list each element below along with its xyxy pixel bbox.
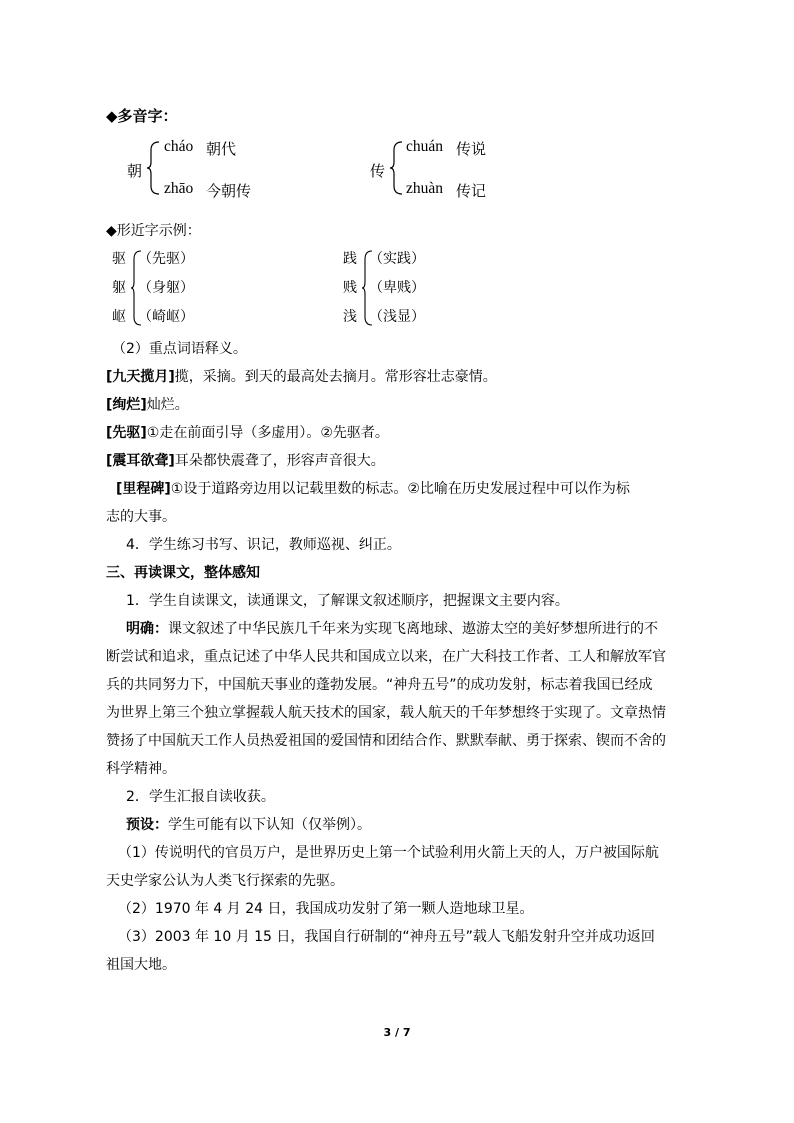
vocab-term: [里程碑] <box>116 481 171 497</box>
vocab-item <box>106 475 722 503</box>
vocab-section <box>106 335 722 979</box>
pinyin-reading: zhuàn <box>406 180 444 197</box>
similar-heading: ◆形近字示例： <box>106 223 201 239</box>
clarify-line: 断尝试和追求，重点记述了中华人民共和国成立以来，在广大科技工作者、工人和解放军官 <box>106 649 666 665</box>
vocab-item <box>106 447 722 475</box>
vocab-term: [震耳欲聋] <box>106 453 175 469</box>
step-2: 2．学生汇报自读收获。 <box>126 789 275 805</box>
polyphone-char: 朝 <box>127 162 143 180</box>
pinyin-reading: chuán <box>406 138 444 155</box>
clarify-line <box>106 615 722 643</box>
list-item-continued: 祖国大地。 <box>106 957 176 973</box>
vocab-definition: ①设于道路旁边用以记载里数的标志。②比喻在历史发展过程中可以作为标 <box>170 481 630 497</box>
polyphone-heading: ◆多音字： <box>106 107 178 125</box>
vocab-item <box>106 391 722 419</box>
preset-line <box>106 811 722 839</box>
clarify-line: 兵的共同努力下，中国航天事业的蓬勃发展。“神舟五号”的成功发射，标志着我国已经成 <box>106 677 653 693</box>
list-item: （1）传说明代的官员万户，是世界历史上第一个试验利用火箭上天的人，万户被国际航 <box>118 845 659 861</box>
preset-text: 学生可能有以下认知（仅举例）。 <box>168 817 371 833</box>
list-item: （2）1970 年 4 月 24 日，我国成功发射了第一颗人造地球卫星。 <box>118 901 534 917</box>
vocab-definition-continued: 志的大事。 <box>106 509 176 525</box>
vocab-term: [九天揽月] <box>106 369 175 385</box>
pinyin-reading: zhāo <box>164 180 194 197</box>
similar-char: 躯 <box>112 280 126 296</box>
similar-char: 浅 <box>343 309 357 325</box>
vocab-definition: 灿烂。 <box>146 397 189 413</box>
similar-word: （崎岖） <box>138 309 194 325</box>
brace-icon <box>389 140 403 196</box>
clarify-line: 科学精神。 <box>106 761 176 777</box>
vocab-title: （2）重点词语释义。 <box>112 341 247 357</box>
vocab-definition: 揽，采摘。到天的最高处去摘月。常形容壮志豪情。 <box>174 369 497 385</box>
page-number: 3 / 7 <box>383 1026 411 1039</box>
similar-word: （实践） <box>369 251 425 267</box>
clarify-line: 为世界上第三个独立掌握载人航天技术的国家，载人航天的千年梦想终于实现了。文章热情 <box>106 705 666 721</box>
polyphone-word: 传说 <box>456 140 487 158</box>
section-heading: 三、再读课文，整体感知 <box>106 565 260 581</box>
clarify-line: 赞扬了中国航天工作人员热爱祖国的爱国情和团结合作、默默奉献、勇于探索、锲而不舍的 <box>106 733 666 749</box>
similar-word: （身躯） <box>138 280 194 296</box>
step-1: 1．学生自读课文，读通课文，了解课文叙述顺序，把握课文主要内容。 <box>126 593 569 609</box>
polyphone-char: 传 <box>370 162 386 180</box>
vocab-item <box>106 363 722 391</box>
clarify-label: 明确： <box>126 621 168 637</box>
vocab-term: [绚烂] <box>106 397 147 413</box>
pinyin-reading: cháo <box>164 138 194 155</box>
vocab-item <box>106 419 722 447</box>
similar-word: （卑贱） <box>369 280 425 296</box>
similar-char: 践 <box>343 251 357 267</box>
preset-label: 预设： <box>126 817 168 833</box>
list-item: （3）2003 年 10 月 15 日，我国自行研制的“神舟五号”载人飞船发射升空并成功返回 <box>118 929 655 945</box>
similar-word: （先驱） <box>138 251 194 267</box>
similar-char: 贱 <box>343 280 357 296</box>
vocab-term: [先驱] <box>106 425 147 441</box>
list-item-continued: 天史学家公认为人类飞行探索的先驱。 <box>106 873 344 889</box>
polyphone-word: 传记 <box>456 182 487 200</box>
vocab-definition: 耳朵都快震聋了，形容声音很大。 <box>174 453 385 469</box>
polyphone-word: 朝代 <box>206 140 237 158</box>
similar-word: （浅显） <box>369 309 425 325</box>
similar-char: 驱 <box>112 251 126 267</box>
brace-icon <box>146 140 160 196</box>
step-4: 4．学生练习书写、识记，教师巡视、纠正。 <box>126 537 401 553</box>
clarify-text: 课文叙述了中华民族几千年来为实现飞离地球、遨游太空的美好梦想所进行的不 <box>168 621 658 637</box>
vocab-definition: ①走在前面引导（多虚用）。②先驱者。 <box>146 425 389 441</box>
similar-char: 岖 <box>112 309 126 325</box>
polyphone-word: 今朝传 <box>206 182 252 200</box>
